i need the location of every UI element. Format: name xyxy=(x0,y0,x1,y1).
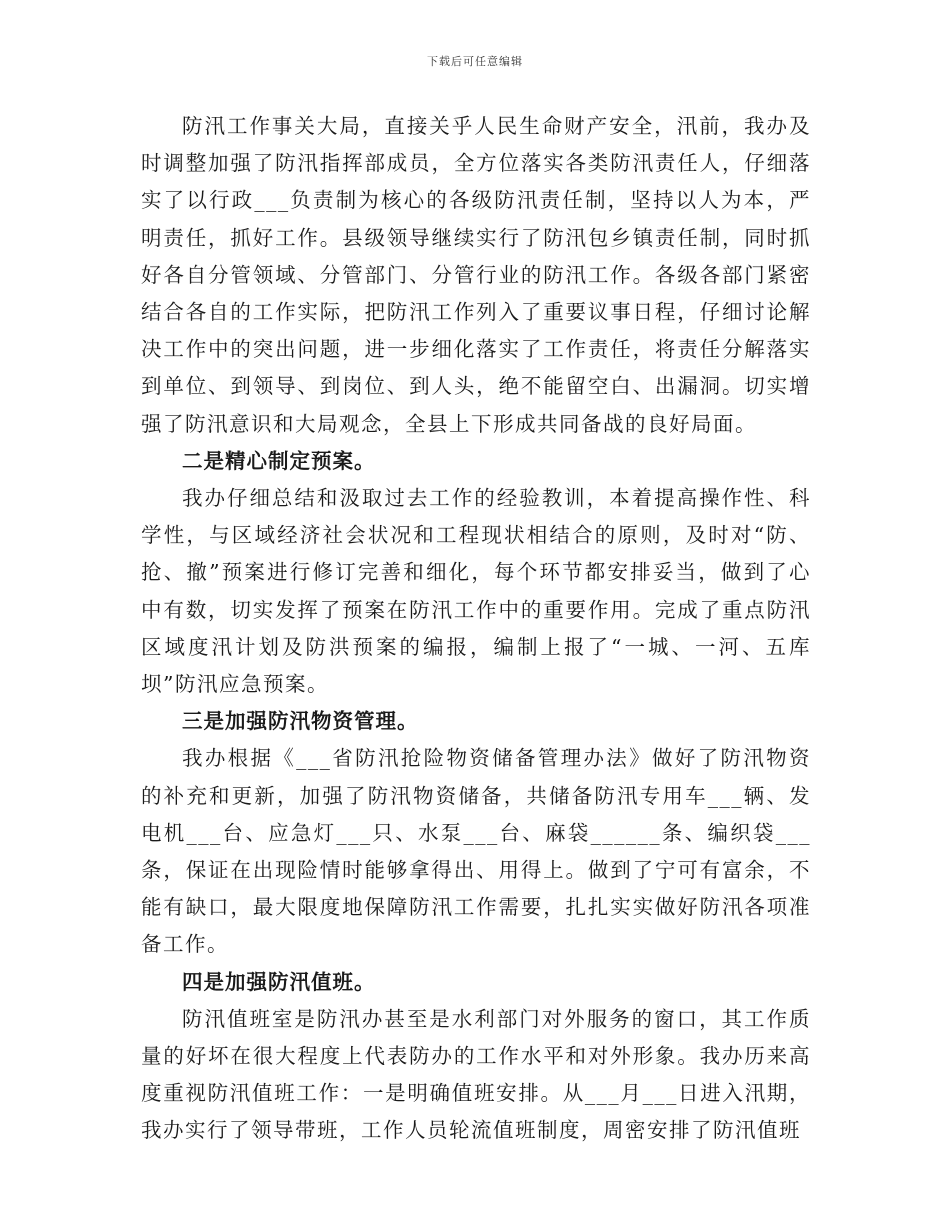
section-heading-duty: 四是加强防汛值班。 xyxy=(182,969,376,994)
section-heading-materials: 三是加强防汛物资管理。 xyxy=(182,709,419,734)
paragraph-plans: 我办仔细总结和汲取过去工作的经验教训，本着提高操作性、科学性，与区域经济社会状况和工程现状相结合的原则，及时对“防、抢、撤”预案进行修订完善和细化，每个环节都安排妥当，做到了心中有数，切实发挥了预案在防汛工作中的重要作用。完成了重点防汛区域度汛计划及防洪预案的编报，编制上报了“一城、一河、五库坝”防汛应急预案。 xyxy=(141,486,811,697)
document-body xyxy=(141,108,811,1150)
paragraph-materials: 我办根据《___省防汛抢险物资储备管理办法》做好了防汛物资的补充和更新，加强了防汛物资储备，共储备防汛专用车___辆、发电机___台、应急灯___只、水泵___台、麻袋______条、编织袋___条，保证在出现险情时能够拿得出、用得上。做到了宁可有富余，不能有缺口，最大限度地保障防汛工作需要，扎扎实实做好防汛各项准备工作。 xyxy=(141,746,811,957)
paragraph-responsibility: 防汛工作事关大局，直接关乎人民生命财产安全，汛前，我办及时调整加强了防汛指挥部成员，全方位落实各类防汛责任人，仔细落实了以行政___负责制为核心的各级防汛责任制，坚持以人为本，严明责任，抓好工作。县级领导继续实行了防汛包乡镇责任制，同时抓好各自分管领域、分管部门、分管行业的防汛工作。各级各部门紧密结合各自的工作实际，把防汛工作列入了重要议事日程，仔细讨论解决工作中的突出问题，进一步细化落实了工作责任，将责任分解落实到单位、到领导、到岗位、到人头，绝不能留空白、出漏洞。切实增强了防汛意识和大局观念，全县上下形成共同备战的良好局面。 xyxy=(141,114,811,436)
page-header-note: 下载后可任意编辑 xyxy=(427,55,523,68)
section-heading-plans: 二是精心制定预案。 xyxy=(182,448,376,473)
paragraph-duty: 防汛值班室是防汛办甚至是水利部门对外服务的窗口，其工作质量的好坏在很大程度上代表防办的工作水平和对外形象。我办历来高度重视防汛值班工作：一是明确值班安排。从___月___日进入汛期，我办实行了领导带班，工作人员轮流值班制度，周密安排了防汛值班 xyxy=(141,1006,811,1143)
